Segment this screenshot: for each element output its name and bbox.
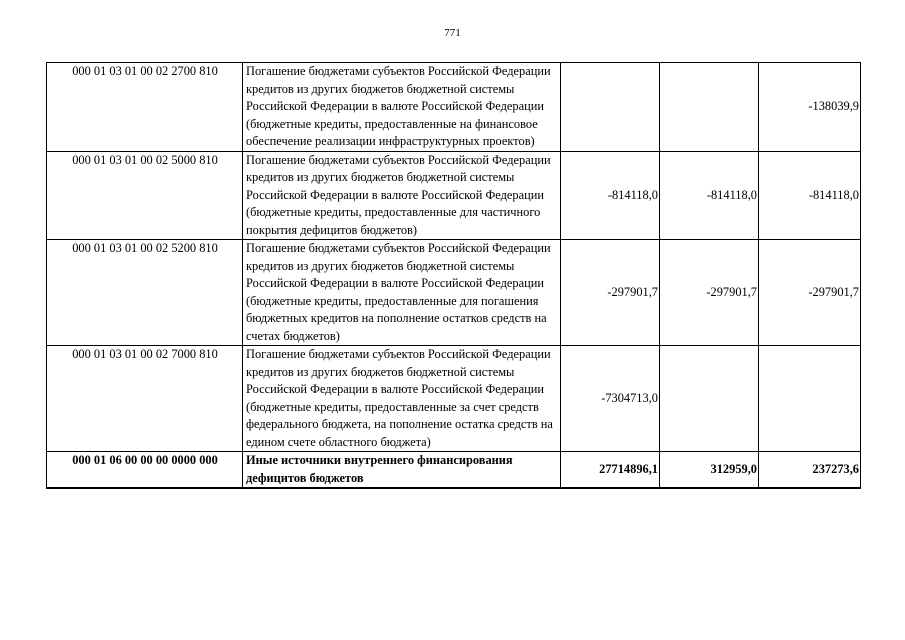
table-row — [47, 346, 861, 452]
amount-year2-cell — [660, 63, 759, 152]
table-row — [47, 63, 861, 152]
amount-year1-cell — [561, 63, 660, 152]
amount-year3-cell — [759, 346, 861, 452]
amount-year1-cell: -297901,7 — [561, 240, 660, 346]
table-row-total — [47, 452, 861, 489]
amount-year2-cell: -814118,0 — [660, 151, 759, 240]
table-row — [47, 240, 861, 346]
budget-code-cell: 000 01 03 01 00 02 7000 810 — [47, 346, 243, 452]
amount-year3-cell: -297901,7 — [759, 240, 861, 346]
budget-code-cell: 000 01 03 01 00 02 5200 810 — [47, 240, 243, 346]
budget-code-cell: 000 01 03 01 00 02 2700 810 — [47, 63, 243, 152]
budget-code-cell: 000 01 06 00 00 00 0000 000 — [47, 452, 243, 489]
item-name-cell: Иные источники внутреннего финансирования дефицитов бюджетов — [243, 452, 561, 489]
table-row — [47, 151, 861, 240]
item-name-cell: Погашение бюджетами субъектов Российской Федерации кредитов из других бюджетов бюджетной системы Российской Федерации в валюте Российской Федерации (бюджетные кредиты, предоставленные для погашения бюджетных кредитов на пополнение остатков средств на счетах бюджетов) — [243, 240, 561, 346]
item-name-cell: Погашение бюджетами субъектов Российской Федерации кредитов из других бюджетов бюджетной системы Российской Федерации в валюте Российской Федерации (бюджетные кредиты, предоставленные для частичного покрытия дефицитов бюджетов) — [243, 151, 561, 240]
amount-year3-cell: 237273,6 — [759, 452, 861, 489]
amount-year3-cell: -814118,0 — [759, 151, 861, 240]
amount-year1-cell: 27714896,1 — [561, 452, 660, 489]
budget-sources-table — [46, 62, 861, 489]
item-name-cell: Погашение бюджетами субъектов Российской Федерации кредитов из других бюджетов бюджетной системы Российской Федерации в валюте Российской Федерации (бюджетные кредиты, предоставленные за счет средств федерального бюджета, на пополнение остатка средств на едином счете областного бюджета) — [243, 346, 561, 452]
budget-code-cell: 000 01 03 01 00 02 5000 810 — [47, 151, 243, 240]
amount-year2-cell: -297901,7 — [660, 240, 759, 346]
amount-year2-cell: 312959,0 — [660, 452, 759, 489]
page-number: 771 — [444, 27, 461, 39]
amount-year2-cell — [660, 346, 759, 452]
amount-year3-cell: -138039,9 — [759, 63, 861, 152]
amount-year1-cell: -814118,0 — [561, 151, 660, 240]
item-name-cell: Погашение бюджетами субъектов Российской Федерации кредитов из других бюджетов бюджетной системы Российской Федерации в валюте Российской Федерации (бюджетные кредиты, предоставленные на финансовое обеспечение реализации инфраструктурных проектов) — [243, 63, 561, 152]
amount-year1-cell: -7304713,0 — [561, 346, 660, 452]
